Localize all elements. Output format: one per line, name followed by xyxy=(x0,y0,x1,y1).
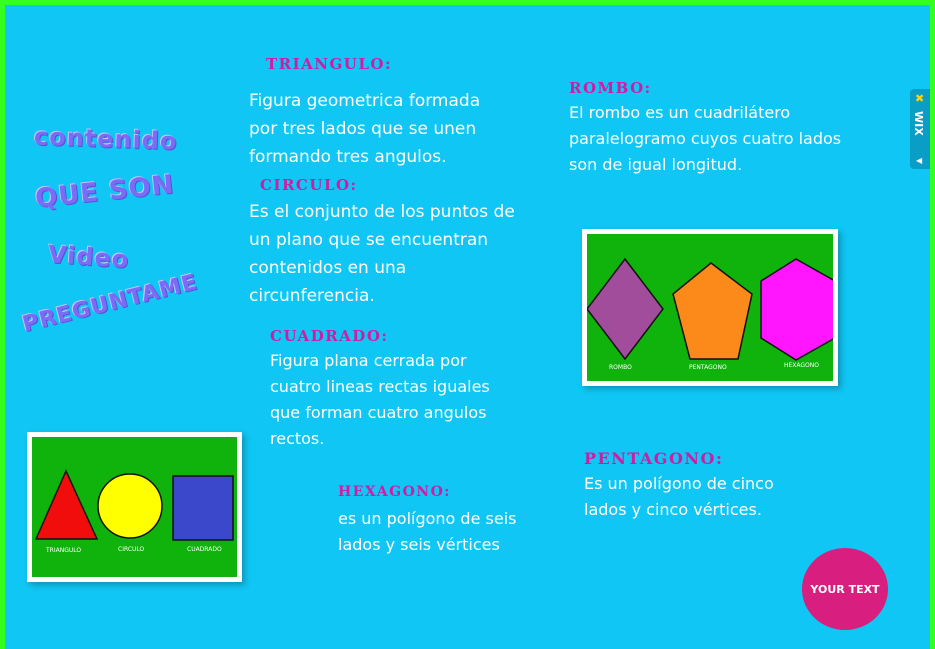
label-circulo: CIRCULO xyxy=(118,546,145,553)
shapes-image-polygons xyxy=(582,229,838,386)
rhombus-shape xyxy=(587,259,663,359)
square-shape xyxy=(173,476,233,540)
circulo-text xyxy=(249,198,515,310)
circulo-heading: CIRCULO: xyxy=(260,176,358,194)
label-hexagono: HEXAGONO xyxy=(784,362,819,369)
text-line: formando tres angulos. xyxy=(249,147,447,167)
text-line: Figura plana cerrada por xyxy=(270,351,467,370)
wix-tab-label: WIX xyxy=(912,111,925,136)
circle-button-label: YOUR TEXT xyxy=(810,582,880,596)
text-line: rectos. xyxy=(270,429,325,448)
label-pentagono: PENTAGONO xyxy=(689,364,727,371)
wix-x-icon: ✖ xyxy=(915,92,925,105)
text-line: son de igual longitud. xyxy=(569,155,743,174)
hexagono-heading: HEXAGONO: xyxy=(338,484,451,500)
text-line: paralelogramo cuyos cuatro lados xyxy=(569,129,842,148)
pentagono-text xyxy=(584,471,774,523)
basic-shapes-svg xyxy=(32,437,237,577)
text-line: es un polígono de seis xyxy=(338,509,517,528)
text-line: Es el conjunto de los puntos de xyxy=(249,202,515,222)
rombo-text xyxy=(569,100,841,178)
text-line: por tres lados que se unen xyxy=(249,119,477,139)
nav-video[interactable]: Video xyxy=(47,240,131,274)
cuadrado-heading: CUADRADO: xyxy=(270,327,389,345)
text-line: un plano que se encuentran xyxy=(249,230,489,250)
text-line: contenidos en una xyxy=(249,258,407,278)
circle-shape xyxy=(98,474,162,538)
text-line: Es un polígono de cinco xyxy=(584,474,774,493)
pentagon-shape xyxy=(673,263,752,359)
rombo-heading: ROMBO: xyxy=(569,79,652,97)
label-cuadrado: CUADRADO xyxy=(187,546,222,553)
text-line: que forman cuatro angulos xyxy=(270,403,487,422)
text-line: circunferencia. xyxy=(249,286,375,306)
page-canvas xyxy=(5,5,930,649)
hexagono-text xyxy=(338,506,516,558)
text-line: cuatro lineas rectas iguales xyxy=(270,377,490,396)
text-line: lados y seis vértices xyxy=(338,535,500,554)
your-text-circle-button[interactable] xyxy=(802,548,888,630)
label-triangulo: TRIANGULO xyxy=(46,547,82,554)
text-line: El rombo es un cuadrilátero xyxy=(569,103,791,122)
cuadrado-text xyxy=(270,348,490,452)
label-rombo: ROMBO xyxy=(609,364,632,371)
triangulo-text xyxy=(249,87,480,171)
nav-contenido[interactable]: contenido xyxy=(33,122,178,156)
polygon-shapes-svg xyxy=(587,234,833,381)
triangle-shape xyxy=(36,471,97,539)
nav-que-son[interactable]: QUE SON xyxy=(33,169,176,215)
play-icon: ◀ xyxy=(916,156,923,165)
pentagono-heading: PENTAGONO: xyxy=(584,449,724,468)
text-line: Figura geometrica formada xyxy=(249,91,481,111)
text-line: lados y cinco vértices. xyxy=(584,500,762,519)
shapes-image-basic xyxy=(27,432,242,582)
green-panel xyxy=(587,234,833,381)
hexagon-shape xyxy=(761,259,833,360)
triangulo-heading: TRIANGULO: xyxy=(266,55,393,73)
nav-preguntame[interactable]: PREGUNTAME xyxy=(19,269,201,338)
green-panel xyxy=(32,437,237,577)
wix-side-tab[interactable] xyxy=(910,89,930,169)
